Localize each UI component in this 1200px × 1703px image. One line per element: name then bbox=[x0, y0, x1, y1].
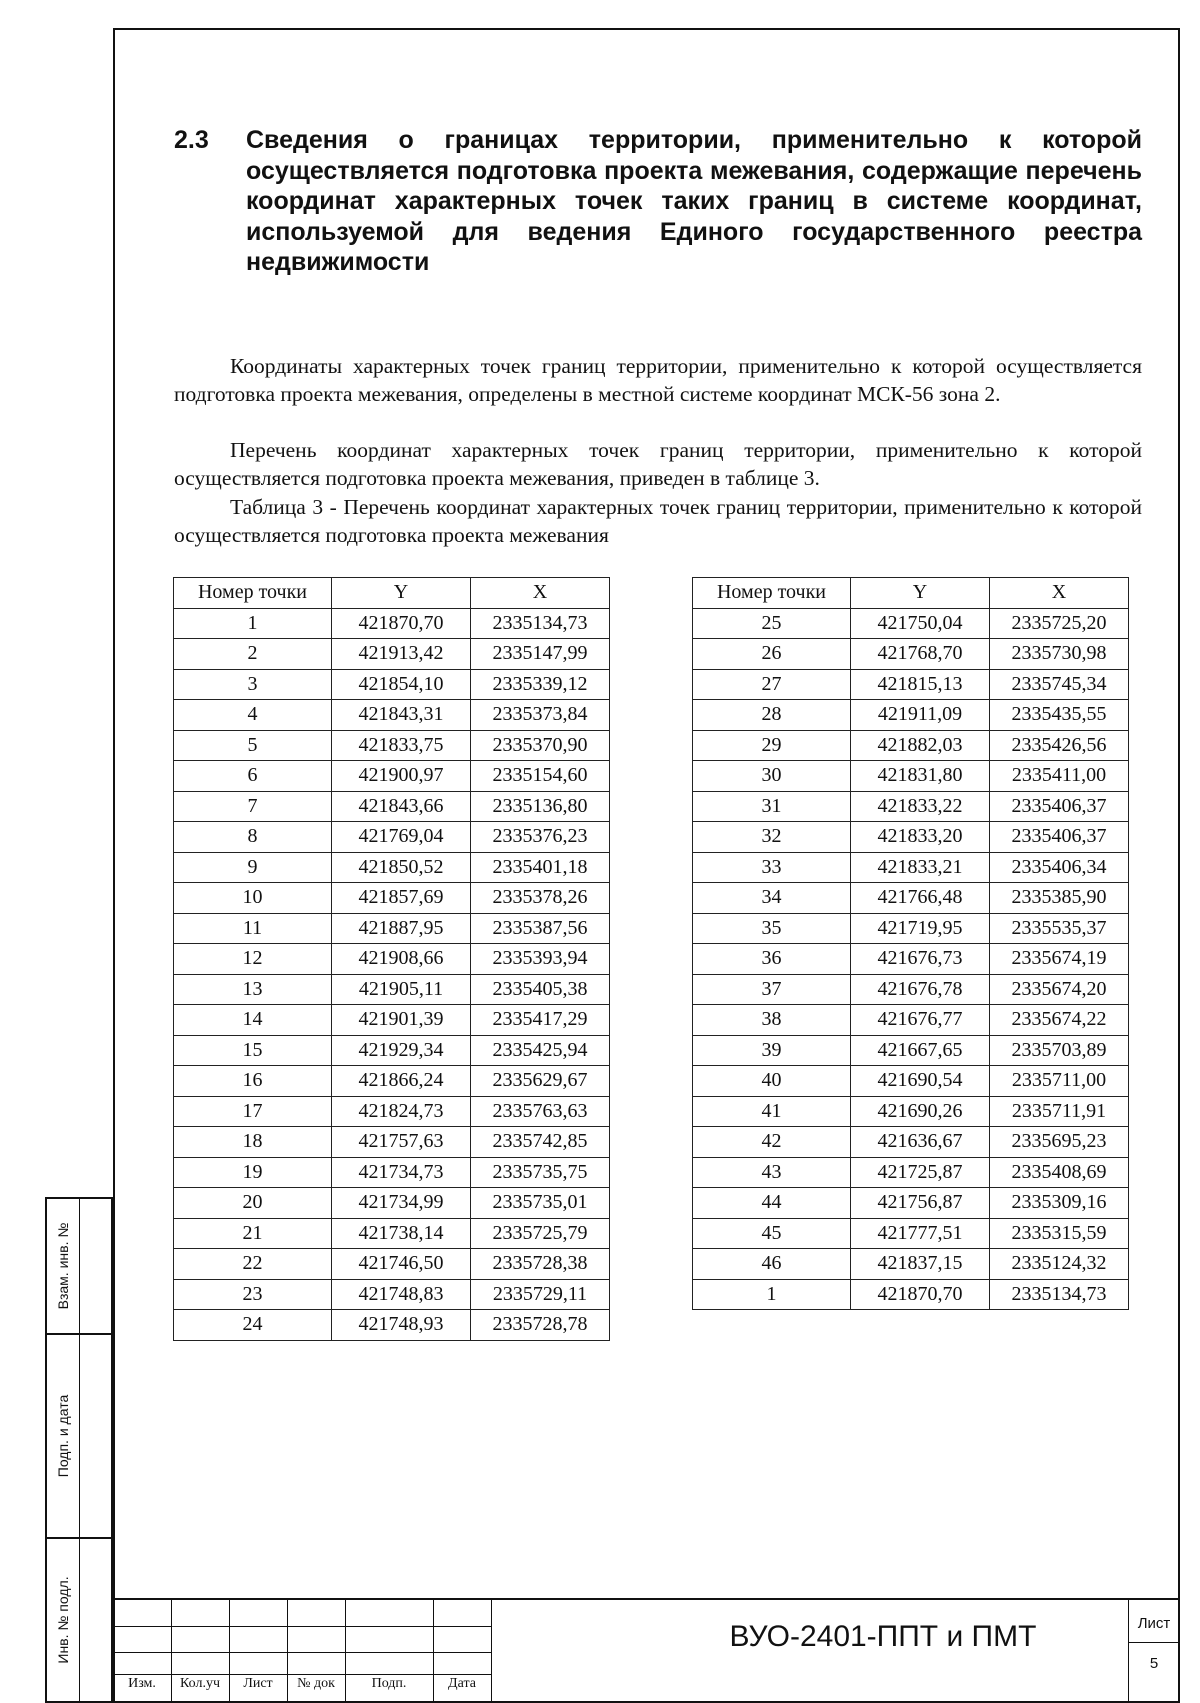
table-row bbox=[174, 944, 610, 975]
table-row bbox=[174, 1035, 610, 1066]
table-row bbox=[174, 1188, 610, 1219]
x-coordinate-cell: 2335763,63 bbox=[471, 1096, 610, 1127]
sheet-number: 5 bbox=[1149, 1655, 1159, 1672]
side-stamp-inv bbox=[45, 1537, 113, 1703]
table-row bbox=[693, 974, 1129, 1005]
y-coordinate-cell: 421748,83 bbox=[332, 1279, 471, 1310]
table-row bbox=[174, 1066, 610, 1097]
y-coordinate-cell: 421831,80 bbox=[851, 761, 990, 792]
point-number-cell: 7 bbox=[174, 791, 332, 822]
point-number-cell: 9 bbox=[174, 852, 332, 883]
table-row bbox=[174, 913, 610, 944]
col-podp: Подп. bbox=[371, 1676, 407, 1691]
y-coordinate-cell: 421857,69 bbox=[332, 883, 471, 914]
y-coordinate-cell: 421768,70 bbox=[851, 639, 990, 670]
table-row bbox=[174, 669, 610, 700]
point-number-cell: 29 bbox=[693, 730, 851, 761]
table-header-cell: Номер точки bbox=[693, 578, 851, 609]
y-coordinate-cell: 421843,66 bbox=[332, 791, 471, 822]
table-header-row bbox=[693, 578, 1129, 609]
point-number-cell: 35 bbox=[693, 913, 851, 944]
table-row bbox=[693, 1188, 1129, 1219]
x-coordinate-cell: 2335136,80 bbox=[471, 791, 610, 822]
x-coordinate-cell: 2335406,34 bbox=[990, 852, 1129, 883]
col-list: Лист bbox=[243, 1676, 273, 1691]
point-number-cell: 44 bbox=[693, 1188, 851, 1219]
point-number-cell: 19 bbox=[174, 1157, 332, 1188]
table-row bbox=[693, 730, 1129, 761]
point-number-cell: 11 bbox=[174, 913, 332, 944]
table-header-cell: X bbox=[990, 578, 1129, 609]
coordinates-table-left bbox=[173, 577, 610, 1341]
y-coordinate-cell: 421777,51 bbox=[851, 1218, 990, 1249]
point-number-cell: 10 bbox=[174, 883, 332, 914]
table-row bbox=[174, 974, 610, 1005]
y-coordinate-cell: 421833,21 bbox=[851, 852, 990, 883]
point-number-cell: 34 bbox=[693, 883, 851, 914]
x-coordinate-cell: 2335674,20 bbox=[990, 974, 1129, 1005]
y-coordinate-cell: 421900,97 bbox=[332, 761, 471, 792]
point-number-cell: 43 bbox=[693, 1157, 851, 1188]
y-coordinate-cell: 421746,50 bbox=[332, 1249, 471, 1280]
y-coordinate-cell: 421837,15 bbox=[851, 1249, 990, 1280]
point-number-cell: 16 bbox=[174, 1066, 332, 1097]
y-coordinate-cell: 421870,70 bbox=[851, 1279, 990, 1310]
y-coordinate-cell: 421866,24 bbox=[332, 1066, 471, 1097]
point-number-cell: 21 bbox=[174, 1218, 332, 1249]
table-header-row bbox=[174, 578, 610, 609]
point-number-cell: 14 bbox=[174, 1005, 332, 1036]
table-row bbox=[174, 1157, 610, 1188]
point-number-cell: 23 bbox=[174, 1279, 332, 1310]
point-number-cell: 25 bbox=[693, 608, 851, 639]
y-coordinate-cell: 421676,77 bbox=[851, 1005, 990, 1036]
col-izm: Изм. bbox=[128, 1676, 156, 1691]
table-row bbox=[693, 791, 1129, 822]
table-row bbox=[693, 822, 1129, 853]
table-row bbox=[693, 1279, 1129, 1310]
section-number: 2.3 bbox=[174, 126, 209, 154]
y-coordinate-cell: 421738,14 bbox=[332, 1218, 471, 1249]
table-row bbox=[174, 852, 610, 883]
x-coordinate-cell: 2335406,37 bbox=[990, 791, 1129, 822]
section-title: Сведения о границах территории, применительно к которой осуществляется подготовка проекта межевания, содержащие перечень координат характерных точек таких границ в системе координат, используемой для ведения Единого государственного реестра недвижимости bbox=[246, 126, 1142, 276]
y-coordinate-cell: 421815,13 bbox=[851, 669, 990, 700]
y-coordinate-cell: 421636,67 bbox=[851, 1127, 990, 1158]
x-coordinate-cell: 2335725,20 bbox=[990, 608, 1129, 639]
x-coordinate-cell: 2335124,32 bbox=[990, 1249, 1129, 1280]
sheet-label: Лист bbox=[1137, 1615, 1171, 1632]
point-number-cell: 38 bbox=[693, 1005, 851, 1036]
x-coordinate-cell: 2335535,37 bbox=[990, 913, 1129, 944]
point-number-cell: 6 bbox=[174, 761, 332, 792]
x-coordinate-cell: 2335147,99 bbox=[471, 639, 610, 670]
x-coordinate-cell: 2335735,75 bbox=[471, 1157, 610, 1188]
table-row bbox=[174, 883, 610, 914]
x-coordinate-cell: 2335711,00 bbox=[990, 1066, 1129, 1097]
table-row bbox=[174, 700, 610, 731]
table-row bbox=[174, 1127, 610, 1158]
point-number-cell: 22 bbox=[174, 1249, 332, 1280]
x-coordinate-cell: 2335730,98 bbox=[990, 639, 1129, 670]
y-coordinate-cell: 421854,10 bbox=[332, 669, 471, 700]
x-coordinate-cell: 2335405,38 bbox=[471, 974, 610, 1005]
document-code: ВУО-2401-ППТ и ПМТ bbox=[729, 1620, 1037, 1653]
point-number-cell: 33 bbox=[693, 852, 851, 883]
table-row bbox=[174, 730, 610, 761]
point-number-cell: 41 bbox=[693, 1096, 851, 1127]
table-row bbox=[693, 944, 1129, 975]
table-row bbox=[693, 913, 1129, 944]
y-coordinate-cell: 421719,95 bbox=[851, 913, 990, 944]
y-coordinate-cell: 421676,73 bbox=[851, 944, 990, 975]
y-coordinate-cell: 421667,65 bbox=[851, 1035, 990, 1066]
table-row bbox=[174, 1279, 610, 1310]
y-coordinate-cell: 421901,39 bbox=[332, 1005, 471, 1036]
table-row bbox=[693, 669, 1129, 700]
y-coordinate-cell: 421690,26 bbox=[851, 1096, 990, 1127]
point-number-cell: 12 bbox=[174, 944, 332, 975]
title-block bbox=[113, 1598, 1180, 1703]
x-coordinate-cell: 2335134,73 bbox=[471, 608, 610, 639]
x-coordinate-cell: 2335435,55 bbox=[990, 700, 1129, 731]
x-coordinate-cell: 2335729,11 bbox=[471, 1279, 610, 1310]
x-coordinate-cell: 2335674,19 bbox=[990, 944, 1129, 975]
x-coordinate-cell: 2335154,60 bbox=[471, 761, 610, 792]
y-coordinate-cell: 421766,48 bbox=[851, 883, 990, 914]
y-coordinate-cell: 421882,03 bbox=[851, 730, 990, 761]
y-coordinate-cell: 421824,73 bbox=[332, 1096, 471, 1127]
point-number-cell: 46 bbox=[693, 1249, 851, 1280]
y-coordinate-cell: 421676,78 bbox=[851, 974, 990, 1005]
y-coordinate-cell: 421870,70 bbox=[332, 608, 471, 639]
side-stamp-vzam bbox=[45, 1197, 113, 1335]
x-coordinate-cell: 2335401,18 bbox=[471, 852, 610, 883]
x-coordinate-cell: 2335629,67 bbox=[471, 1066, 610, 1097]
x-coordinate-cell: 2335376,23 bbox=[471, 822, 610, 853]
table-row bbox=[174, 1310, 610, 1341]
col-kol-uch: Кол.уч bbox=[180, 1676, 220, 1691]
table-row bbox=[174, 1218, 610, 1249]
table-caption: Таблица 3 - Перечень координат характерных точек границ территории, применительно к которой осуществляется подготовка проекта межевания bbox=[174, 495, 1142, 547]
y-coordinate-cell: 421748,93 bbox=[332, 1310, 471, 1341]
x-coordinate-cell: 2335725,79 bbox=[471, 1218, 610, 1249]
y-coordinate-cell: 421833,22 bbox=[851, 791, 990, 822]
table-row bbox=[174, 639, 610, 670]
table-header-cell: Номер точки bbox=[174, 578, 332, 609]
point-number-cell: 15 bbox=[174, 1035, 332, 1066]
x-coordinate-cell: 2335393,94 bbox=[471, 944, 610, 975]
point-number-cell: 24 bbox=[174, 1310, 332, 1341]
x-coordinate-cell: 2335385,90 bbox=[990, 883, 1129, 914]
table-row bbox=[693, 1066, 1129, 1097]
table-row bbox=[174, 1005, 610, 1036]
table-row bbox=[693, 761, 1129, 792]
y-coordinate-cell: 421908,66 bbox=[332, 944, 471, 975]
y-coordinate-cell: 421911,09 bbox=[851, 700, 990, 731]
point-number-cell: 30 bbox=[693, 761, 851, 792]
x-coordinate-cell: 2335378,26 bbox=[471, 883, 610, 914]
x-coordinate-cell: 2335695,23 bbox=[990, 1127, 1129, 1158]
point-number-cell: 45 bbox=[693, 1218, 851, 1249]
x-coordinate-cell: 2335370,90 bbox=[471, 730, 610, 761]
x-coordinate-cell: 2335373,84 bbox=[471, 700, 610, 731]
table-header-cell: Y bbox=[332, 578, 471, 609]
x-coordinate-cell: 2335309,16 bbox=[990, 1188, 1129, 1219]
x-coordinate-cell: 2335315,59 bbox=[990, 1218, 1129, 1249]
point-number-cell: 36 bbox=[693, 944, 851, 975]
col-data: Дата bbox=[448, 1676, 476, 1691]
x-coordinate-cell: 2335728,38 bbox=[471, 1249, 610, 1280]
table-row bbox=[693, 700, 1129, 731]
point-number-cell: 42 bbox=[693, 1127, 851, 1158]
point-number-cell: 32 bbox=[693, 822, 851, 853]
side-stamp-podp bbox=[45, 1333, 113, 1539]
point-number-cell: 39 bbox=[693, 1035, 851, 1066]
x-coordinate-cell: 2335411,00 bbox=[990, 761, 1129, 792]
y-coordinate-cell: 421833,75 bbox=[332, 730, 471, 761]
y-coordinate-cell: 421690,54 bbox=[851, 1066, 990, 1097]
table-row bbox=[693, 1127, 1129, 1158]
table-row bbox=[174, 822, 610, 853]
y-coordinate-cell: 421850,52 bbox=[332, 852, 471, 883]
y-coordinate-cell: 421833,20 bbox=[851, 822, 990, 853]
table-row bbox=[693, 639, 1129, 670]
x-coordinate-cell: 2335711,91 bbox=[990, 1096, 1129, 1127]
y-coordinate-cell: 421887,95 bbox=[332, 913, 471, 944]
point-number-cell: 40 bbox=[693, 1066, 851, 1097]
x-coordinate-cell: 2335134,73 bbox=[990, 1279, 1129, 1310]
y-coordinate-cell: 421756,87 bbox=[851, 1188, 990, 1219]
point-number-cell: 2 bbox=[174, 639, 332, 670]
point-number-cell: 1 bbox=[174, 608, 332, 639]
y-coordinate-cell: 421843,31 bbox=[332, 700, 471, 731]
x-coordinate-cell: 2335417,29 bbox=[471, 1005, 610, 1036]
point-number-cell: 28 bbox=[693, 700, 851, 731]
point-number-cell: 26 bbox=[693, 639, 851, 670]
side-label-inv: Инв. № подл. bbox=[55, 1576, 71, 1664]
y-coordinate-cell: 421734,73 bbox=[332, 1157, 471, 1188]
y-coordinate-cell: 421725,87 bbox=[851, 1157, 990, 1188]
table-row bbox=[174, 791, 610, 822]
side-label-podp: Подп. и дата bbox=[55, 1394, 71, 1478]
table-row bbox=[693, 1096, 1129, 1127]
table-row bbox=[174, 761, 610, 792]
point-number-cell: 31 bbox=[693, 791, 851, 822]
table-row bbox=[693, 1157, 1129, 1188]
table-header-cell: Y bbox=[851, 578, 990, 609]
y-coordinate-cell: 421905,11 bbox=[332, 974, 471, 1005]
point-number-cell: 1 bbox=[693, 1279, 851, 1310]
paragraph-coordinates-system: Координаты характерных точек границ территории, применительно к которой осуществляется подготовка проекта межевания, определены в местной системе координат МСК-56 зона 2. bbox=[174, 354, 1142, 406]
point-number-cell: 17 bbox=[174, 1096, 332, 1127]
table-row bbox=[693, 852, 1129, 883]
table-row bbox=[693, 1035, 1129, 1066]
table-row bbox=[693, 1218, 1129, 1249]
x-coordinate-cell: 2335426,56 bbox=[990, 730, 1129, 761]
x-coordinate-cell: 2335735,01 bbox=[471, 1188, 610, 1219]
table-row bbox=[174, 608, 610, 639]
col-n-dok: № док bbox=[297, 1676, 335, 1691]
point-number-cell: 37 bbox=[693, 974, 851, 1005]
table-row bbox=[693, 883, 1129, 914]
x-coordinate-cell: 2335674,22 bbox=[990, 1005, 1129, 1036]
table-row bbox=[693, 1249, 1129, 1280]
x-coordinate-cell: 2335339,12 bbox=[471, 669, 610, 700]
table-row bbox=[693, 1005, 1129, 1036]
x-coordinate-cell: 2335425,94 bbox=[471, 1035, 610, 1066]
point-number-cell: 5 bbox=[174, 730, 332, 761]
y-coordinate-cell: 421769,04 bbox=[332, 822, 471, 853]
x-coordinate-cell: 2335387,56 bbox=[471, 913, 610, 944]
x-coordinate-cell: 2335703,89 bbox=[990, 1035, 1129, 1066]
y-coordinate-cell: 421734,99 bbox=[332, 1188, 471, 1219]
coordinates-table-right bbox=[692, 577, 1129, 1310]
x-coordinate-cell: 2335408,69 bbox=[990, 1157, 1129, 1188]
point-number-cell: 18 bbox=[174, 1127, 332, 1158]
paragraph-table-reference: Перечень координат характерных точек границ территории, применительно к которой осуществляется подготовка проекта межевания, приведен в таблице 3. bbox=[174, 438, 1142, 490]
y-coordinate-cell: 421750,04 bbox=[851, 608, 990, 639]
table-header-cell: X bbox=[471, 578, 610, 609]
x-coordinate-cell: 2335406,37 bbox=[990, 822, 1129, 853]
x-coordinate-cell: 2335742,85 bbox=[471, 1127, 610, 1158]
table-row bbox=[174, 1249, 610, 1280]
table-row bbox=[693, 608, 1129, 639]
point-number-cell: 20 bbox=[174, 1188, 332, 1219]
point-number-cell: 8 bbox=[174, 822, 332, 853]
point-number-cell: 27 bbox=[693, 669, 851, 700]
y-coordinate-cell: 421757,63 bbox=[332, 1127, 471, 1158]
point-number-cell: 13 bbox=[174, 974, 332, 1005]
point-number-cell: 4 bbox=[174, 700, 332, 731]
x-coordinate-cell: 2335728,78 bbox=[471, 1310, 610, 1341]
point-number-cell: 3 bbox=[174, 669, 332, 700]
table-row bbox=[174, 1096, 610, 1127]
y-coordinate-cell: 421929,34 bbox=[332, 1035, 471, 1066]
x-coordinate-cell: 2335745,34 bbox=[990, 669, 1129, 700]
y-coordinate-cell: 421913,42 bbox=[332, 639, 471, 670]
side-label-vzam: Взам. инв. № bbox=[55, 1222, 71, 1310]
